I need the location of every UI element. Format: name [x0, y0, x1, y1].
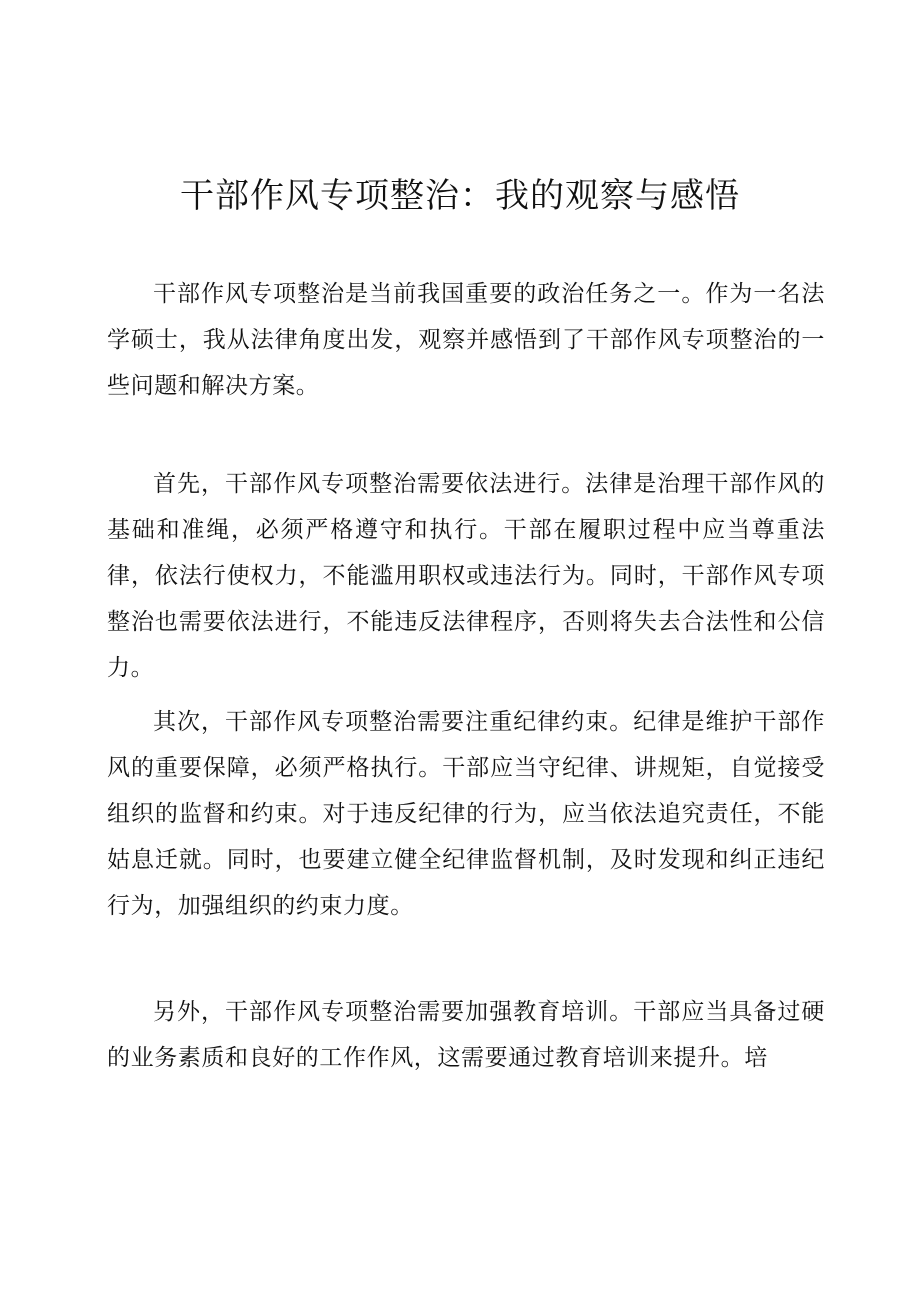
page-title: 干部作风专项整治：我的观察与感悟	[180, 176, 740, 216]
paragraph-intro: 干部作风专项整治是当前我国重要的政治任务之一。作为一名法学硕士，我从法律角度出发，观察并感悟到了干部作风专项整治的一些问题和解决方案。	[107, 281, 825, 399]
paragraph-legal: 首先，干部作风专项整治需要依法进行。法律是治理干部作风的基础和准绳，必须严格遵守和执行。干部在履职过程中应当尊重法律，依法行使权力，不能滥用职权或违法行为。同时，干部作风专项整治也需要依法进行，不能违反法律程序，否则将失去合法性和公信力。	[107, 471, 825, 681]
paragraph-training: 另外，干部作风专项整治需要加强教育培训。干部应当具备过硬的业务素质和良好的工作作风，这需要通过教育培训来提升。培	[107, 999, 825, 1071]
paragraph-discipline: 其次，干部作风专项整治需要注重纪律约束。纪律是维护干部作风的重要保障，必须严格执行。干部应当守纪律、讲规矩，自觉接受组织的监督和约束。对于违反纪律的行为，应当依法追究责任，不能姑息迁就。同时，也要建立健全纪律监督机制，及时发现和纠正违纪行为，加强组织的约束力度。	[107, 709, 825, 919]
